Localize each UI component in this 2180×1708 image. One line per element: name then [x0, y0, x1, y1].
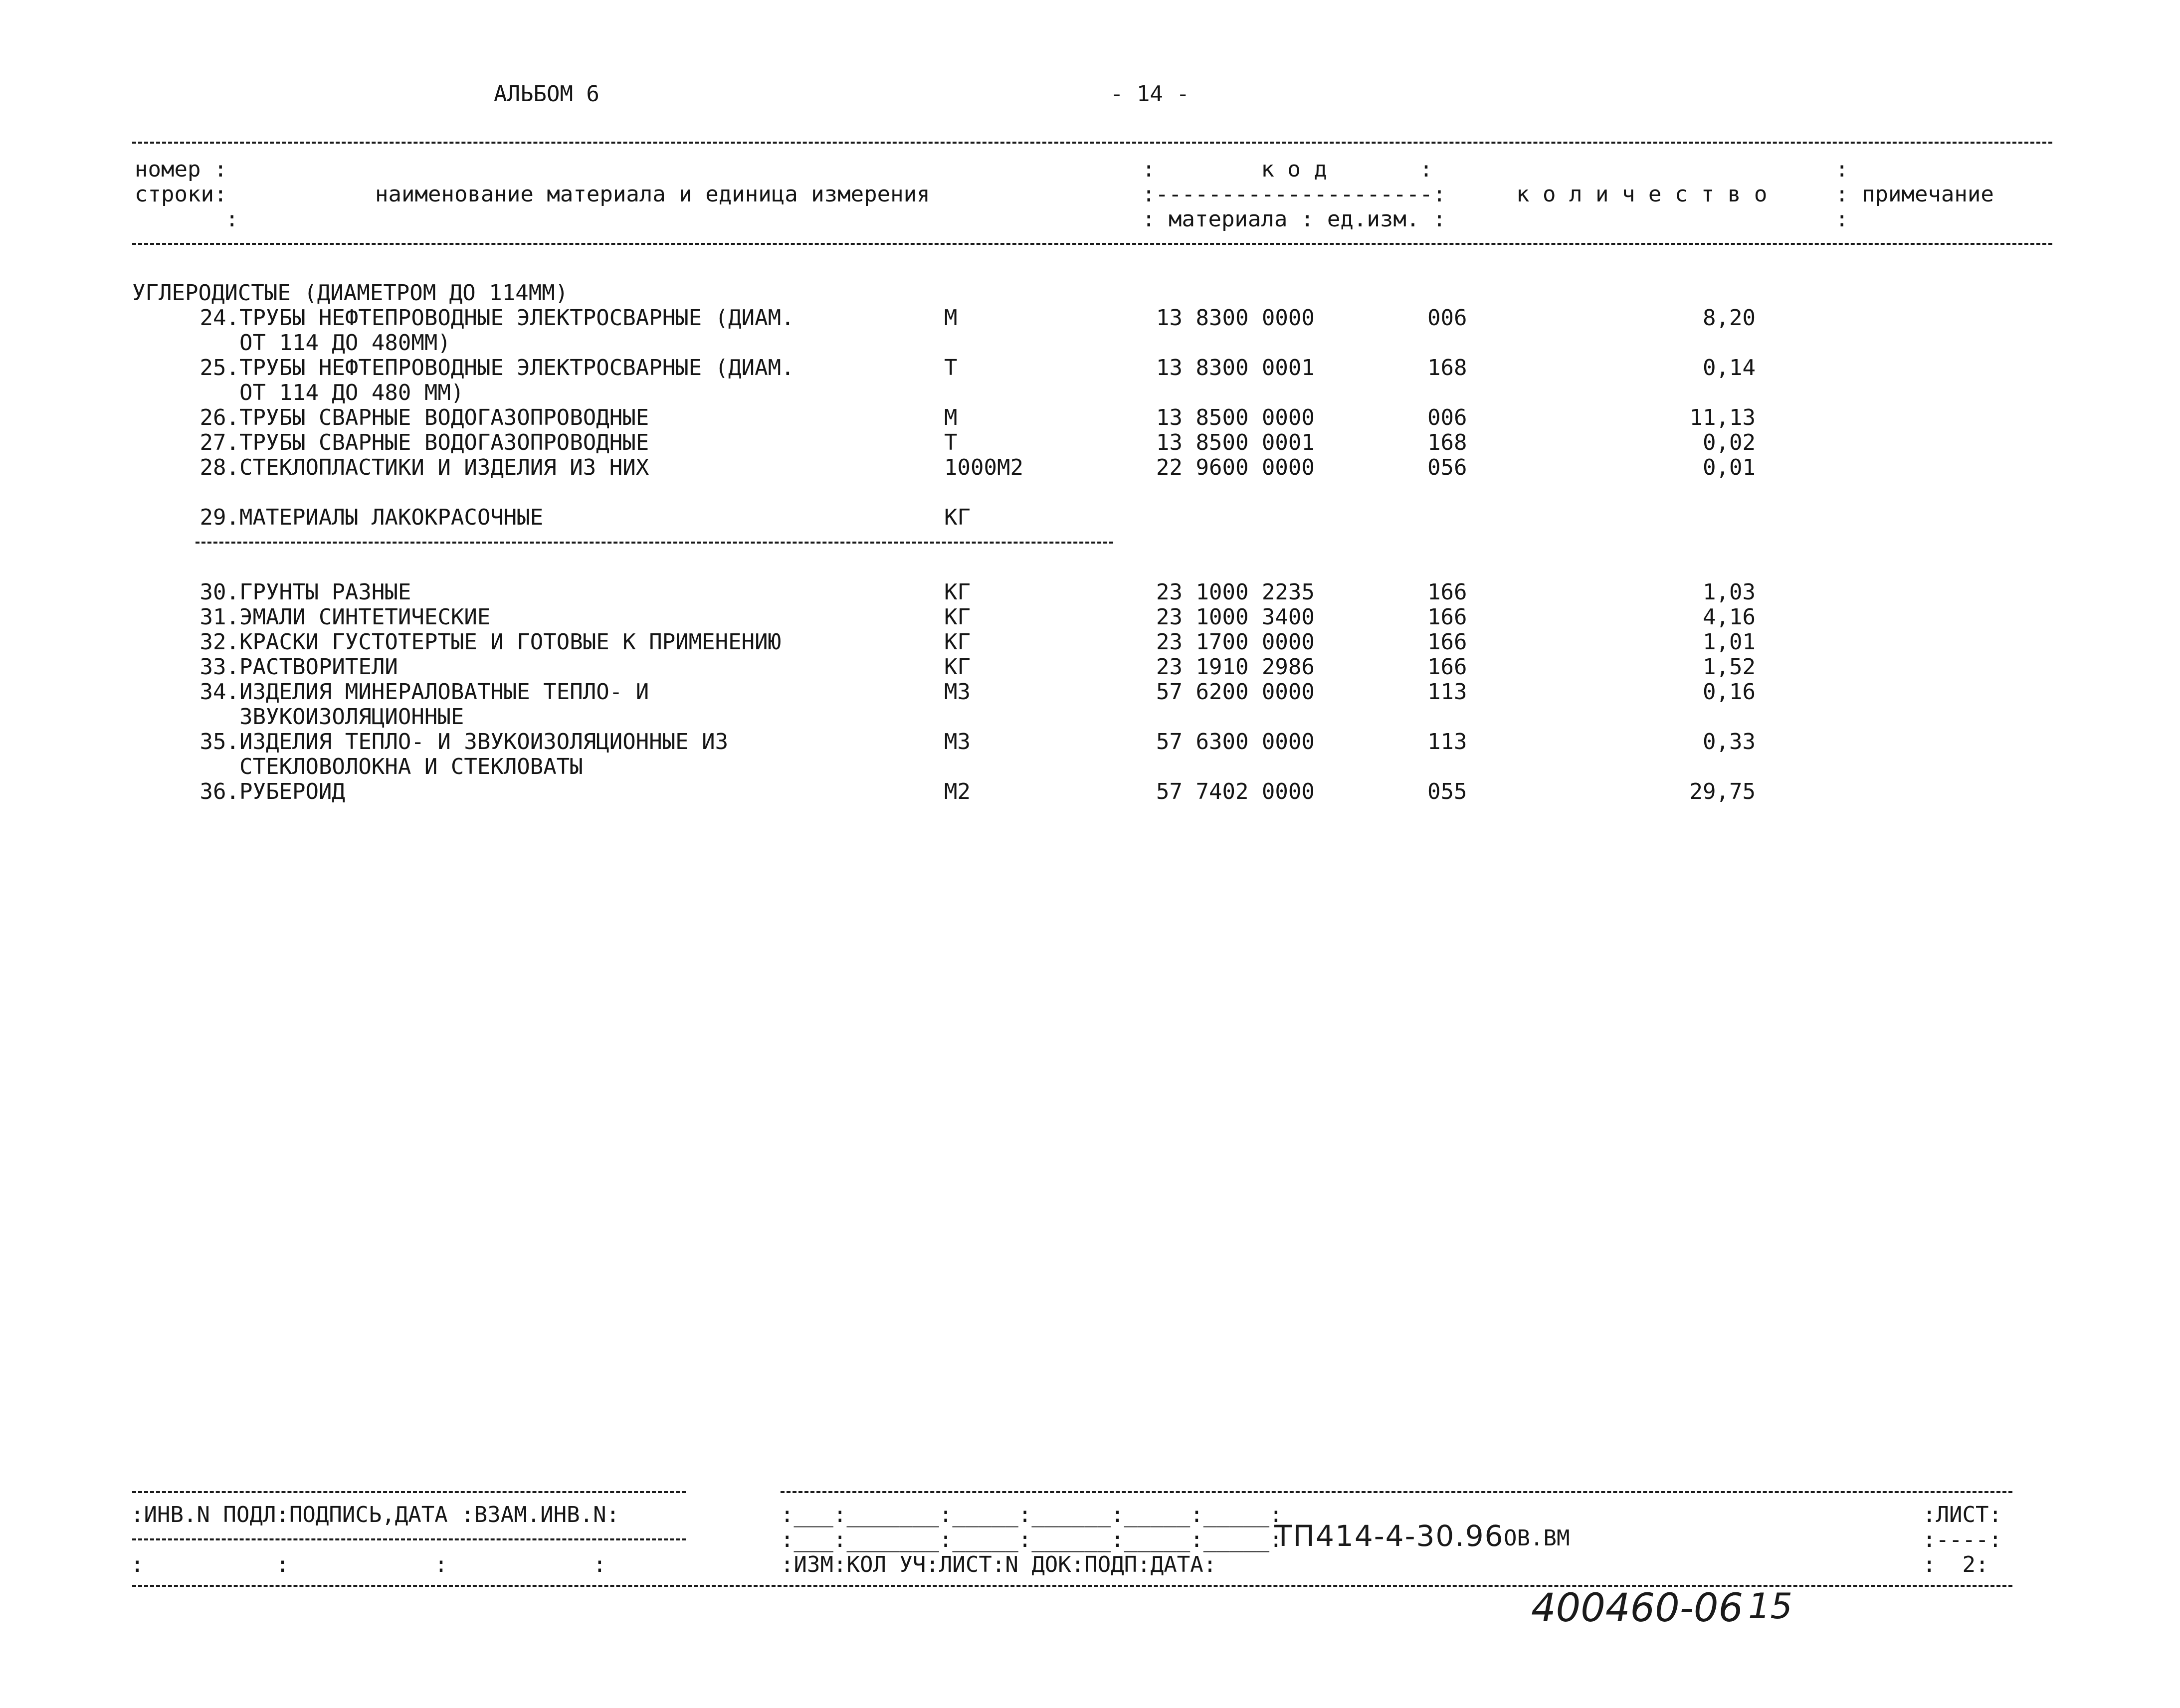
quantity: 0,02	[1703, 430, 1756, 455]
row-number: 33.	[199, 654, 239, 680]
unit: Т	[944, 430, 958, 455]
material-code: 57 6300 0000	[1156, 729, 1315, 755]
row-number: 25.	[199, 355, 239, 380]
material-code: 23 1000 3400	[1156, 604, 1315, 630]
unit: КГ	[944, 654, 971, 680]
stamp-left-empty: : : : :	[131, 1552, 606, 1577]
header-bottom-rule	[132, 243, 2052, 245]
note-col-header-3: :	[1835, 206, 1849, 232]
group-underline	[196, 542, 1113, 544]
unit-code: 166	[1427, 579, 1467, 605]
quantity: 4,16	[1703, 604, 1756, 630]
material-name: КРАСКИ ГУСТОТЕРТЫЕ И ГОТОВЫЕ К ПРИМЕНЕНИЮ	[239, 629, 782, 655]
material-name: ГРУНТЫ РАЗНЫЕ	[239, 579, 411, 605]
unit: Т	[944, 355, 958, 380]
material-name: ТРУБЫ СВАРНЫЕ ВОДОГАЗОПРОВОДНЫЕ	[239, 430, 649, 455]
row-number: 32.	[199, 629, 239, 655]
quantity-col-header: к о л и ч е с т в о	[1516, 182, 1768, 207]
material-code: 23 1000 2235	[1156, 579, 1315, 605]
sheet-label: :ЛИСТ:	[1923, 1502, 2002, 1527]
material-name-cont: СТЕКЛОВОЛОКНА И СТЕКЛОВАТЫ	[239, 754, 583, 779]
unit: КГ	[944, 604, 971, 630]
num-col-header-2: строки:	[135, 182, 227, 207]
quantity: 1,01	[1703, 629, 1756, 655]
material-name: ТРУБЫ НЕФТЕПРОВОДНЫЕ ЭЛЕКТРОСВАРНЫЕ (ДИАМ.	[239, 305, 794, 331]
note-col-header-1: :	[1835, 157, 1849, 182]
row-number: 34.	[199, 679, 239, 705]
row-number: 29.	[199, 505, 239, 530]
unit-code: 166	[1427, 604, 1467, 630]
sheet-number: : 2:	[1923, 1552, 1989, 1577]
name-col-header: наименование материала и единица измерения	[375, 182, 930, 207]
material-code: 13 8300 0000	[1156, 305, 1315, 331]
unit: М2	[944, 779, 971, 804]
page-number: - 14 -	[1110, 81, 1189, 107]
material-name: ЭМАЛИ СИНТЕТИЧЕСКИЕ	[239, 604, 491, 630]
quantity: 0,16	[1703, 679, 1756, 705]
unit-code: 113	[1427, 729, 1467, 755]
unit-code: 006	[1427, 305, 1467, 331]
unit: М	[944, 405, 958, 430]
material-name: ИЗДЕЛИЯ ТЕПЛО- И ЗВУКОИЗОЛЯЦИОННЫЕ ИЗ	[239, 729, 729, 755]
quantity: 1,52	[1703, 654, 1756, 680]
unit-code: 168	[1427, 355, 1467, 380]
stamp-revision-labels: :ИЗМ:КОЛ УЧ:ЛИСТ:N ДОК:ПОДП:ДАТА:	[781, 1552, 1217, 1577]
num-col-header-3: :	[225, 206, 239, 232]
section-heading: УГЛЕРОДИСТЫЕ (ДИАМЕТРОМ ДО 114ММ)	[132, 280, 569, 306]
material-name: РУБЕРОИД	[239, 779, 345, 804]
group-name: МАТЕРИАЛЫ ЛАКОКРАСОЧНЫЕ	[239, 505, 544, 530]
unit-code: 166	[1427, 654, 1467, 680]
unit: КГ	[944, 629, 971, 655]
unit: М3	[944, 729, 971, 755]
code-col-subheader: : материала : ед.изм. :	[1142, 206, 1446, 232]
row-number: 28.	[199, 455, 239, 480]
material-name: ТРУБЫ НЕФТЕПРОВОДНЫЕ ЭЛЕКТРОСВАРНЫЕ (ДИАМ.	[239, 355, 794, 380]
stamp-right-top-rule	[781, 1491, 2012, 1493]
document-code: ТП414-4-30.96	[1274, 1519, 1504, 1553]
handwritten-page-number: 15	[1748, 1586, 1793, 1627]
row-number: 30.	[199, 579, 239, 605]
stamp-left-mid-rule	[132, 1538, 686, 1540]
material-code: 13 8300 0001	[1156, 355, 1315, 380]
material-code: 22 9600 0000	[1156, 455, 1315, 480]
material-code: 57 6200 0000	[1156, 679, 1315, 705]
quantity: 0,01	[1703, 455, 1756, 480]
unit: М3	[944, 679, 971, 705]
material-code: 23 1910 2986	[1156, 654, 1315, 680]
material-code: 13 8500 0000	[1156, 405, 1315, 430]
row-number: 24.	[199, 305, 239, 331]
material-name: РАСТВОРИТЕЛИ	[239, 654, 398, 680]
row-number: 27.	[199, 430, 239, 455]
material-name-cont: ОТ 114 ДО 480ММ)	[239, 330, 451, 356]
unit-code: 006	[1427, 405, 1467, 430]
row-number: 26.	[199, 405, 239, 430]
row-number: 36.	[199, 779, 239, 804]
stamp-left-labels: :ИНВ.N ПОДЛ:ПОДПИСЬ,ДАТА :ВЗАМ.ИНВ.N:	[131, 1502, 620, 1527]
row-number: 31.	[199, 604, 239, 630]
material-code: 13 8500 0001	[1156, 430, 1315, 455]
unit-code: 166	[1427, 629, 1467, 655]
row-number: 35.	[199, 729, 239, 755]
quantity: 11,13	[1689, 405, 1756, 430]
quantity: 29,75	[1689, 779, 1756, 804]
unit-code: 055	[1427, 779, 1467, 804]
unit: КГ	[944, 505, 971, 530]
quantity: 1,03	[1703, 579, 1756, 605]
stamp-revision-line-2: :___:_______:_____:______:_____:_____:	[781, 1527, 1283, 1552]
material-name: ИЗДЕЛИЯ МИНЕРАЛОВАТНЫЕ ТЕПЛО- И	[239, 679, 649, 705]
header-top-rule	[132, 142, 2052, 144]
unit-code: 168	[1427, 430, 1467, 455]
num-col-header-1: номер :	[135, 157, 227, 182]
material-name-cont: ЗВУКОИЗОЛЯЦИОННЫЕ	[239, 704, 464, 730]
album-label: АЛЬБОМ 6	[494, 81, 599, 107]
stamp-left-top-rule	[132, 1491, 686, 1493]
material-code: 57 7402 0000	[1156, 779, 1315, 804]
code-col-separator: :---------------------:	[1142, 182, 1446, 207]
code-col-title: : к о д :	[1142, 157, 1433, 182]
material-name: ТРУБЫ СВАРНЫЕ ВОДОГАЗОПРОВОДНЫЕ	[239, 405, 649, 430]
material-name: СТЕКЛОПЛАСТИКИ И ИЗДЕЛИЯ ИЗ НИХ	[239, 455, 649, 480]
unit: 1000М2	[944, 455, 1023, 480]
quantity: 0,33	[1703, 729, 1756, 755]
material-code: 23 1700 0000	[1156, 629, 1315, 655]
quantity: 0,14	[1703, 355, 1756, 380]
unit-code: 113	[1427, 679, 1467, 705]
sheet-separator: :----:	[1923, 1527, 2002, 1552]
material-name-cont: ОТ 114 ДО 480 ММ)	[239, 380, 464, 405]
document-suffix: ОВ.ВМ	[1504, 1525, 1570, 1551]
stamp-revision-line-1: :___:_______:_____:______:_____:_____:	[781, 1502, 1283, 1527]
handwritten-archive-number: 400460-06	[1531, 1586, 1744, 1631]
unit: КГ	[944, 579, 971, 605]
quantity: 8,20	[1703, 305, 1756, 331]
unit-code: 056	[1427, 455, 1467, 480]
note-col-header-2: : примечание	[1835, 182, 1994, 207]
unit: М	[944, 305, 958, 331]
